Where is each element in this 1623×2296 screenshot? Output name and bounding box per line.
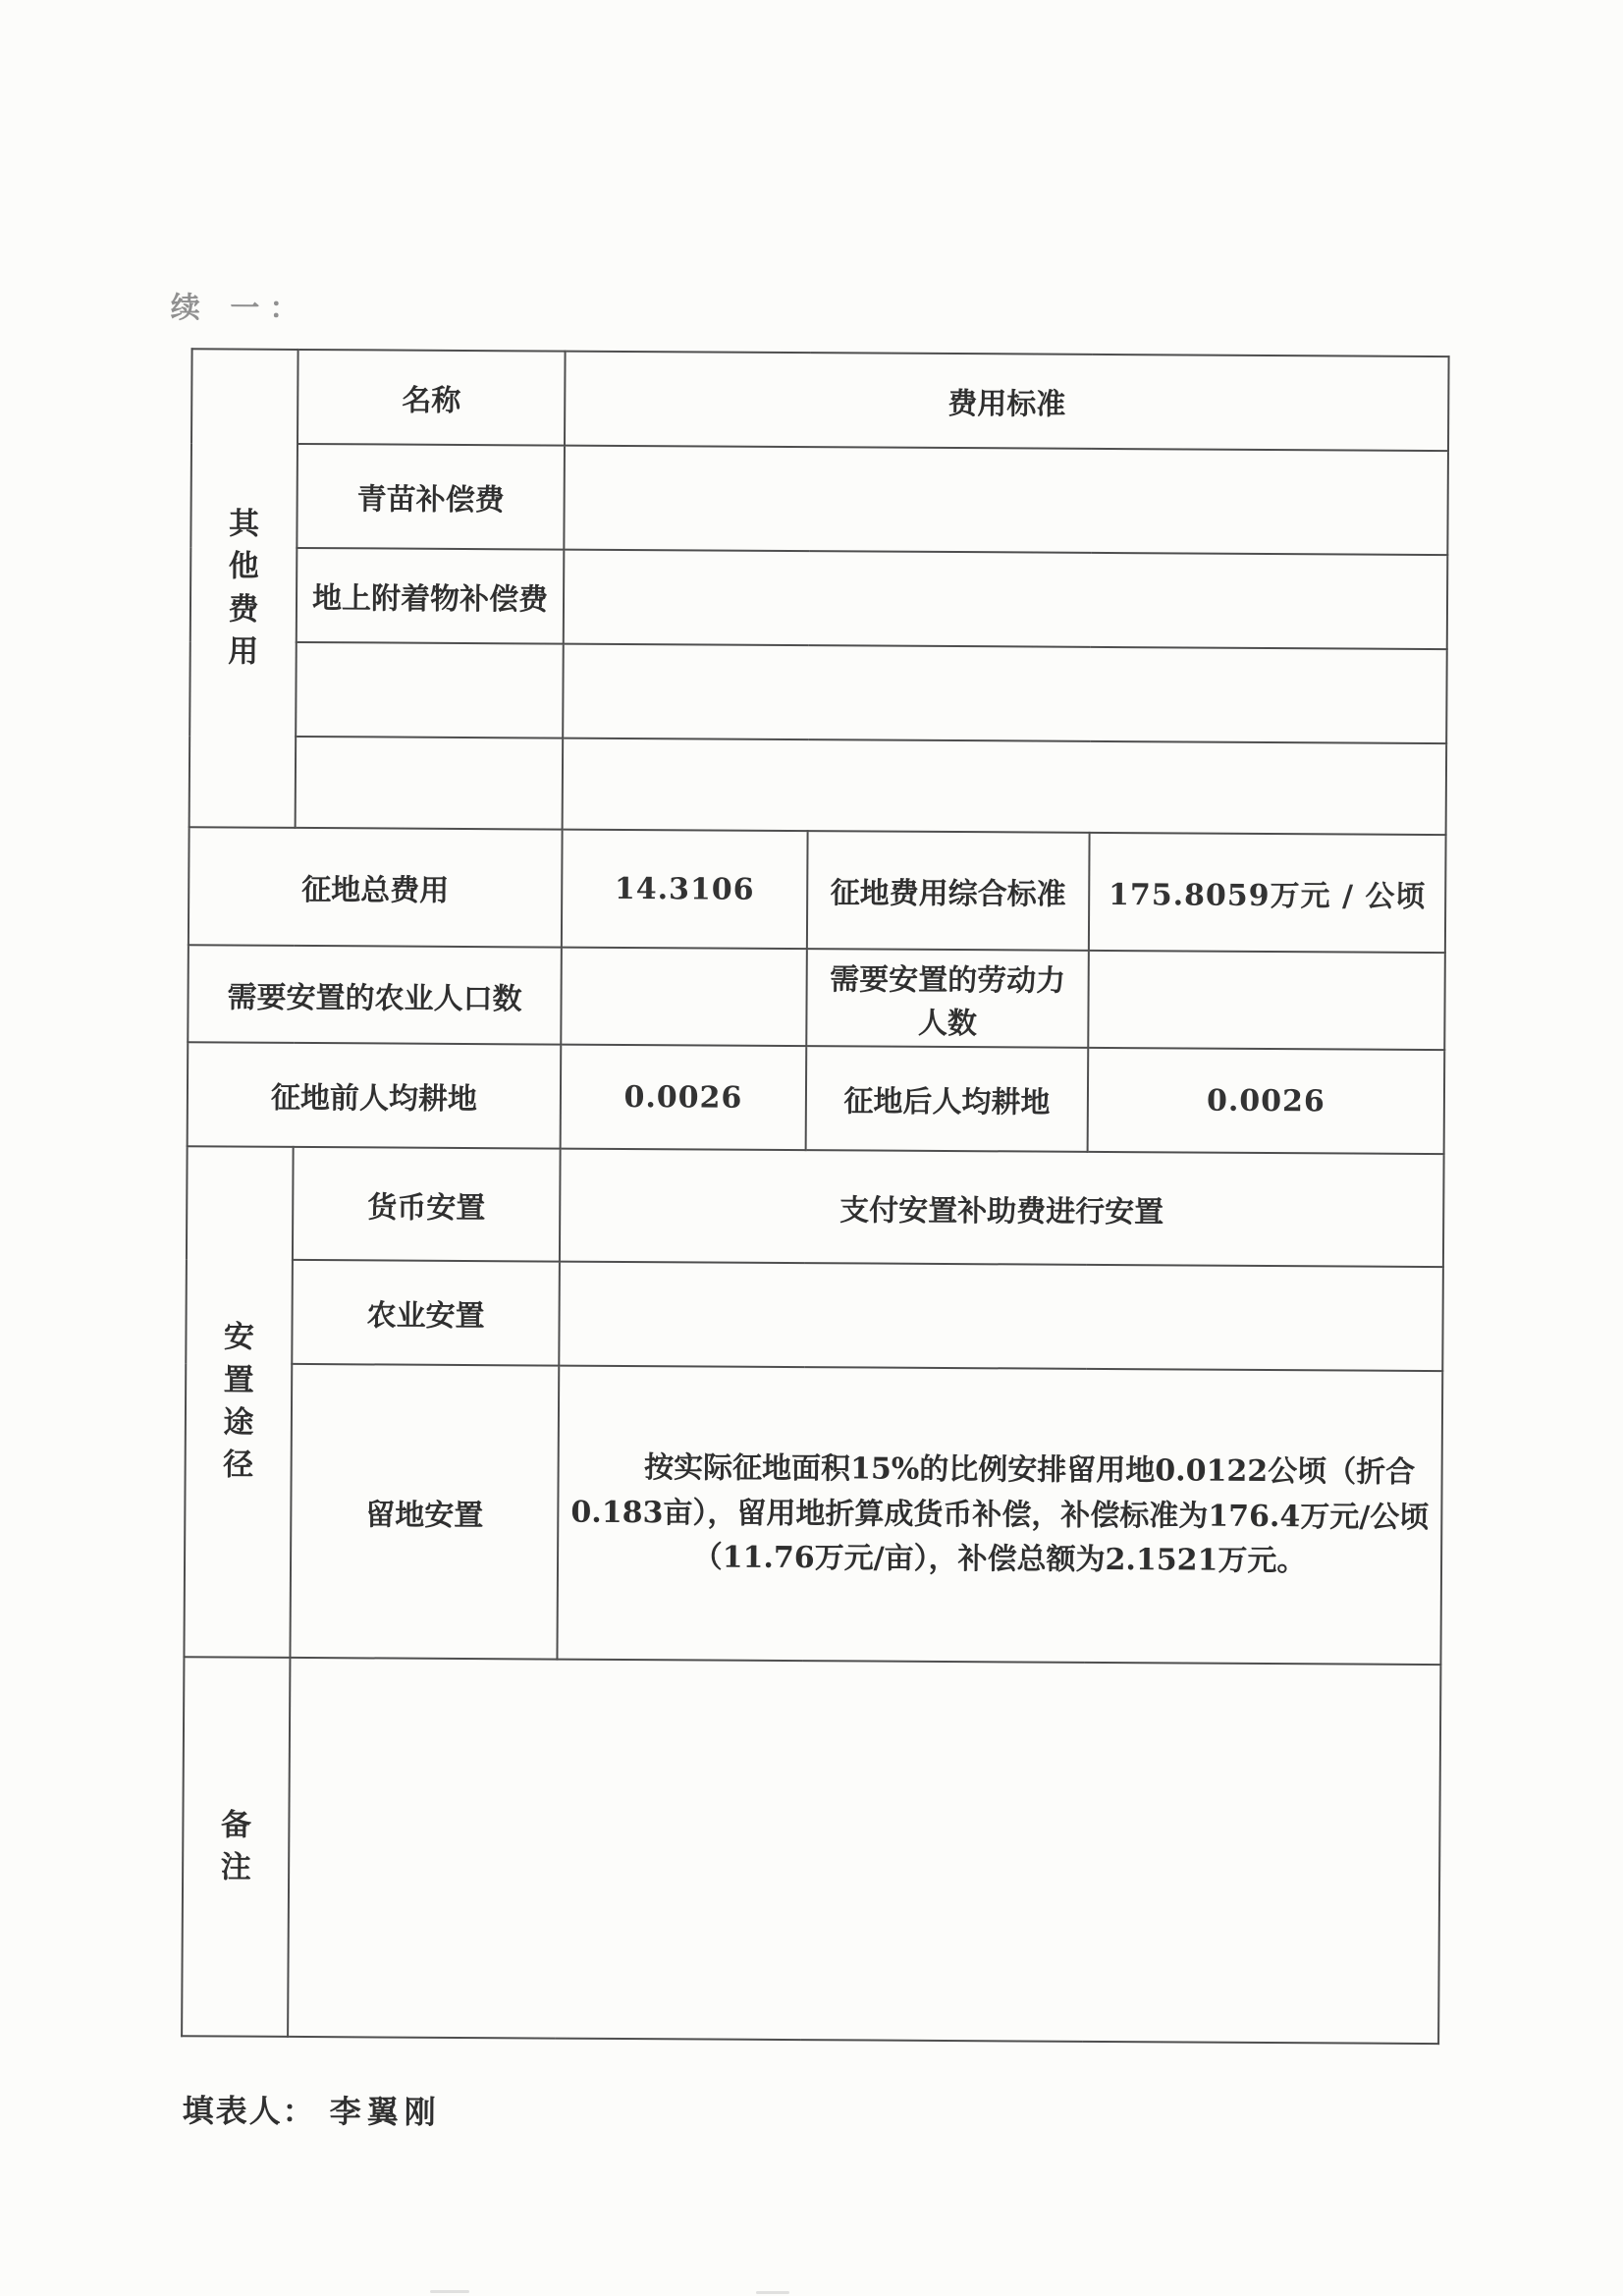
header-fee-standard-cell: 费用标准 [565, 352, 1449, 451]
fee-attachments-standard-cell [564, 550, 1448, 649]
table-row [184, 1363, 1442, 1665]
fee-qingmiao-label-cell: 青苗补偿费 [297, 444, 565, 550]
agricultural-resettlement-content-cell [559, 1262, 1443, 1371]
table-row [182, 1657, 1440, 2044]
form-filler-line [183, 2086, 442, 2133]
table-row [191, 349, 1449, 451]
fee-blank1-label-cell [296, 642, 564, 738]
table-row [189, 827, 1446, 953]
fee-blank2-standard-cell [563, 738, 1447, 835]
remarks-vertical-label: 备注 [220, 1807, 252, 1886]
monetary-resettlement-label-cell: 货币安置 [293, 1147, 561, 1262]
composite-standard-value-cell: 175.8059万元 / 公顷 [1089, 833, 1446, 953]
scan-artifact [430, 2290, 469, 2293]
table-row [188, 1042, 1445, 1154]
agri-population-label-cell: 需要安置的农业人口数 [188, 945, 562, 1044]
resettlement-vertical-label: 安置途径 [223, 1319, 255, 1484]
land-compensation-table [181, 348, 1449, 2045]
composite-standard-label-cell: 征地费用综合标准 [807, 831, 1090, 951]
other-fees-vertical-label: 其他费用 [228, 506, 260, 670]
agri-population-value-cell [561, 948, 807, 1047]
scan-artifact [756, 2291, 789, 2294]
form-filler-label: 填表人： [182, 2092, 316, 2131]
per-capita-after-value-cell: 0.0026 [1088, 1048, 1445, 1154]
per-capita-after-label-cell: 征地后人均耕地 [806, 1046, 1089, 1152]
remarks-section-cell [182, 1657, 290, 2037]
resettlement-section-cell [184, 1146, 293, 1658]
agricultural-resettlement-label-cell: 农业安置 [292, 1260, 560, 1366]
form-filler-name: 李翼刚 [329, 2093, 442, 2131]
remarks-content-cell [288, 1658, 1440, 2044]
labor-count-label-cell: 需要安置的劳动力人数 [806, 949, 1089, 1048]
total-cost-value-cell: 14.3106 [562, 830, 808, 950]
table-row [190, 443, 1448, 555]
table-row [190, 547, 1448, 649]
land-reserve-resettlement-content-cell: 按实际征地面积15%的比例安排留用地0.0122公顷（折合0.183亩），留用地折算成货币补偿，补偿标准为176.4万元/公顷（11.76万元/亩），补偿总额为2.1521万元。 [557, 1366, 1442, 1665]
per-capita-before-value-cell: 0.0026 [561, 1045, 807, 1151]
header-name-cell: 名称 [298, 350, 566, 446]
labor-count-value-cell [1088, 951, 1445, 1050]
continuation-label: 续 一： [170, 291, 309, 327]
table-row [188, 945, 1445, 1050]
table-row [189, 736, 1447, 835]
form-sheet [135, 283, 1542, 2236]
table-row [189, 641, 1447, 743]
fee-blank2-label-cell [296, 737, 564, 830]
table-row [187, 1146, 1444, 1267]
total-cost-label-cell: 征地总费用 [189, 827, 563, 947]
fee-blank1-standard-cell [563, 644, 1447, 743]
land-reserve-resettlement-label-cell: 留地安置 [290, 1364, 559, 1660]
fee-qingmiao-standard-cell [564, 446, 1448, 555]
table-row [186, 1259, 1443, 1371]
per-capita-before-label-cell: 征地前人均耕地 [188, 1042, 562, 1148]
fee-attachments-label-cell: 地上附着物补偿费 [297, 548, 565, 644]
monetary-resettlement-content-cell: 支付安置补助费进行安置 [560, 1149, 1444, 1267]
other-fees-section-cell [189, 349, 298, 828]
